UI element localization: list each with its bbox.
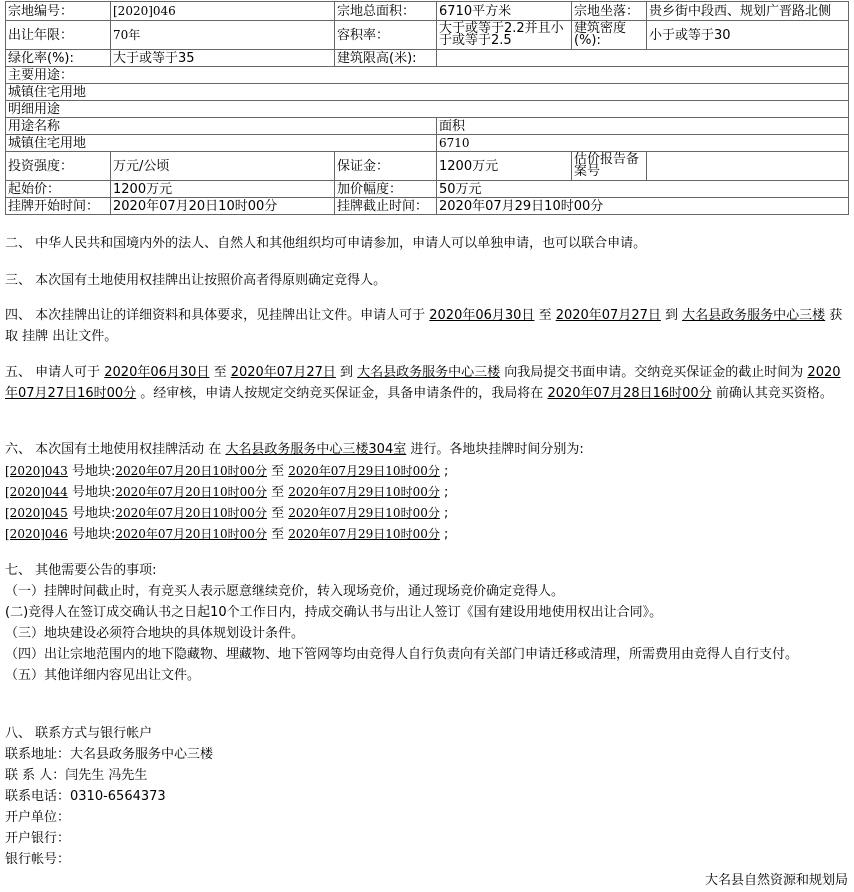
lot-to: 至 (266, 506, 289, 521)
date-link[interactable]: 2020年06月30日 (104, 365, 210, 380)
lot-text: 号地块: (67, 527, 116, 542)
deposit-value: 1200万元 (437, 152, 572, 181)
increment-value: 50万元 (437, 181, 849, 198)
lot-item (5, 503, 845, 524)
listing-start-label: 挂牌开始时间： (6, 198, 111, 215)
contact-person: 联 系 人：闫先生 冯先生 (5, 768, 148, 783)
date-link[interactable]: 2020年07月20日10时00分 (115, 485, 267, 499)
date-link[interactable]: 2020年07月29日10时00分 (288, 506, 440, 520)
account-unit: 开户单位： (5, 810, 71, 825)
lot-text: 号地块: (67, 506, 116, 521)
date-link[interactable]: 2020年07月27日 (230, 365, 336, 380)
term-value: 70年 (111, 21, 335, 50)
section-2: 二、 中华人民共和国境内外的法人、自然人和其他组织均可申请参加，申请人可以单独申请，也可以联合申请。 (5, 236, 647, 251)
area-value: 6710 (437, 135, 849, 152)
parcel-no-value: [2020]046 (111, 2, 335, 21)
contact-address: 联系地址：大名县政务服务中心三楼 (5, 747, 214, 762)
total-area-value: 6710平方米 (437, 2, 572, 21)
section-6 (5, 439, 845, 460)
listing-end-label: 挂牌截止时间： (335, 198, 437, 215)
lot-item (5, 461, 845, 482)
lot-tail: ; (439, 527, 449, 542)
section-4-text-e: 获取 挂牌 出让文件。 (5, 308, 843, 344)
lot-id-link[interactable]: [2020]044 (5, 485, 68, 499)
density-label: 建筑密度(%): (572, 21, 647, 50)
section-5-text-d: 向我局提交书面申请。交纳竞买保证金的截止时间为 (500, 365, 808, 380)
section-5-text-a: 五、 申请人可于 (5, 365, 105, 380)
lot-list (5, 461, 845, 545)
section-7-item-1: （一）挂牌时间截止时，有竞买人表示愿意继续竞价，转入现场竞价，通过现场竞价确定竞得人。 (5, 584, 565, 599)
start-price-label: 起始价： (6, 181, 111, 198)
section-7-item-2: (二)竞得人在签订成交确认书之日起10个工作日内，持成交确认书与出让人签订《国有建设用地使用权出让合同》。 (5, 605, 663, 620)
deposit-label: 保证金： (335, 152, 437, 181)
green-label: 绿化率(%): (6, 50, 111, 67)
lot-id-link[interactable]: [2020]043 (5, 464, 68, 478)
use-name-header: 用途名称 (6, 118, 437, 135)
section-5-text-b: 至 (209, 365, 231, 380)
account-number: 银行帐号： (5, 852, 71, 867)
far-label: 容积率： (335, 21, 437, 50)
green-value: 大于或等于35 (111, 50, 335, 67)
lot-text: 号地块: (67, 485, 116, 500)
issuer-signature: 大名县自然资源和规划局 (704, 873, 848, 888)
section-4-text-c: 到 (660, 308, 683, 323)
lot-item (5, 482, 845, 503)
location-value: 贵乡街中段西、规划广晋路北侧 (647, 2, 849, 21)
place-link[interactable]: 大名县政务服务中心三楼304室 (225, 442, 407, 457)
section-7-item-3: （三）地块建设必须符合地块的具体规划设计条件。 (5, 626, 305, 641)
date-link[interactable]: 2020年07月20日10时00分 (115, 464, 267, 478)
section-5-text-f: 前确认其竞买资格。 (711, 386, 833, 401)
height-label: 建筑限高(米): (335, 50, 437, 67)
section-6-text-b: 进行。各地块挂牌时间分别为: (406, 442, 584, 457)
appraisal-label: 估价报告备案号 (572, 152, 647, 181)
section-4-text-a: 四、 本次挂牌出让的详细资料和具体要求，见挂牌出让文件。申请人可于 (5, 308, 430, 323)
lot-tail: ; (439, 464, 449, 479)
listing-end-value: 2020年07月29日10时00分 (437, 198, 849, 215)
date-link[interactable]: 2020年07月29日10时00分 (288, 464, 440, 478)
increment-label: 加价幅度： (335, 181, 437, 198)
date-link[interactable]: 2020年07月27日16时00分 (5, 365, 841, 401)
section-8 (5, 723, 845, 870)
far-value: 大于或等于2.2并且小于或等于2.5 (437, 21, 572, 50)
section-5-text-e: 。经审核，申请人按规定交纳竞买保证金，具备申请条件的，我局将在 (136, 386, 548, 401)
place-link[interactable]: 大名县政务服务中心三楼 (682, 308, 826, 323)
section-3: 三、 本次国有土地使用权挂牌出让按照价高者得原则确定竞得人。 (5, 273, 387, 288)
lot-tail: ; (439, 506, 449, 521)
lot-tail: ; (439, 485, 449, 500)
detail-use-label: 明细用途 (6, 101, 849, 118)
listing-start-value: 2020年07月20日10时00分 (111, 198, 335, 215)
start-price-value: 1200万元 (111, 181, 335, 198)
parcel-no-label: 宗地编号： (6, 2, 111, 21)
place-link[interactable]: 大名县政务服务中心三楼 (357, 365, 501, 380)
section-7-title: 七、 其他需要公告的事项: (5, 563, 157, 578)
section-4 (5, 305, 845, 347)
date-link[interactable]: 2020年07月20日10时00分 (115, 506, 267, 520)
section-8-title: 八、 联系方式与银行帐户 (5, 726, 153, 741)
total-area-label: 宗地总面积： (335, 2, 437, 21)
date-link[interactable]: 2020年07月28日16时00分 (547, 386, 712, 401)
invest-value: 万元/公顷 (111, 152, 335, 181)
section-5 (5, 362, 845, 404)
lot-to: 至 (266, 464, 289, 479)
date-link[interactable]: 2020年07月29日10时00分 (288, 485, 440, 499)
section-6-text-a: 六、 本次国有土地使用权挂牌活动 在 (5, 442, 226, 457)
use-name-value: 城镇住宅用地 (6, 135, 437, 152)
lot-item (5, 524, 845, 545)
term-label: 出让年限： (6, 21, 111, 50)
land-info-table (5, 1, 848, 217)
lot-id-link[interactable]: [2020]046 (5, 527, 68, 541)
lot-to: 至 (266, 527, 289, 542)
lot-to: 至 (266, 485, 289, 500)
section-7-item-5: （五）其他详细内容见出让文件。 (5, 668, 201, 683)
invest-label: 投资强度： (6, 152, 111, 181)
main-use-value: 城镇住宅用地 (6, 84, 849, 101)
section-7-item-4: （四）出让宗地范围内的地下隐藏物、埋藏物、地下管网等均由竞得人自行负责向有关部门申请迁移或清理，所需费用由竞得人自行支付。 (5, 647, 799, 662)
area-header: 面积 (437, 118, 849, 135)
location-label: 宗地坐落： (572, 2, 647, 21)
section-5-text-c: 到 (335, 365, 358, 380)
density-value: 小于或等于30 (647, 21, 849, 50)
main-use-label: 主要用途： (6, 67, 849, 84)
appraisal-value (647, 152, 849, 181)
date-link[interactable]: 2020年07月20日10时00分 (115, 527, 267, 541)
lot-text: 号地块: (67, 464, 116, 479)
contact-phone: 联系电话：0310-6564373 (5, 789, 166, 804)
section-4-text-b: 至 (534, 308, 556, 323)
section-7 (5, 560, 845, 686)
date-link[interactable]: 2020年06月30日 (429, 308, 535, 323)
lot-id-link[interactable]: [2020]045 (5, 506, 68, 520)
account-bank: 开户银行： (5, 831, 71, 846)
date-link[interactable]: 2020年07月29日10时00分 (288, 527, 440, 541)
height-value (437, 50, 849, 67)
date-link[interactable]: 2020年07月27日 (555, 308, 661, 323)
